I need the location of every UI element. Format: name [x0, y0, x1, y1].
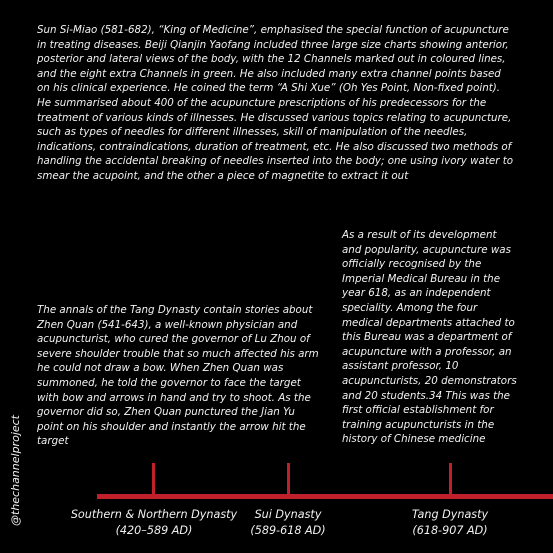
social-handle-text: @thechannelproject	[8, 414, 22, 526]
period-years: (420–589 AD)	[115, 524, 193, 537]
period-years: (589-618 AD)	[250, 524, 326, 537]
timeline-tick-tang	[449, 463, 452, 496]
imperial-bureau-paragraph: As a result of its development and popularity, acupuncture was officially recognised by the Imperial Medical Bureau in the year 618, as an independent speciality. Among the four medical departments attached to this Bureau was a department of acupuncture with a professor, an assistant professor, 10 acupuncturists, 20 demonstrators and 20 students.34 This was the first official establishment for training acupuncturists in the history of Chinese medicine	[342, 229, 517, 446]
timeline-tick-sui	[287, 463, 290, 496]
period-years: (618-907 AD)	[412, 524, 488, 537]
social-handle	[7, 399, 23, 541]
sun-si-miao-paragraph: Sun Si-Miao (581-682), “King of Medicine”, emphasised the special function of acupuncture in treating diseases. Beiji Qianjin Yaofang included three large size charts showing anterior, posterior and lateral views of the body, with the 12 Channels marked out in coloured lines, and the eight extra Channels in green. He also included many extra channel points based on his clinical experience. He coined the term “A Shi Xue” (Oh Yes Point, Non-fixed point). He summarised about 400 of the acupuncture prescriptions of his predecessors for the treatment of various kinds of illnesses. He discussed various topics relating to acupuncture, such as types of needles for different illnesses, skill of manipulation of the needles, indications, contraindications, duration of treatment, etc. He also discussed two methods of handling the accidental breaking of needles inserted into the body; one using ivory water to smear the acupoint, and the other a piece of magnetite to extract it out	[37, 24, 514, 182]
period-label-tang	[380, 507, 520, 539]
period-name: Southern & Northern Dynasty	[70, 508, 238, 521]
period-label-sui	[228, 507, 348, 539]
period-name: Sui Dynasty	[254, 508, 322, 521]
timeline-tick-southern-northern	[152, 463, 155, 496]
period-name: Tang Dynasty	[411, 508, 489, 521]
zhen-quan-paragraph: The annals of the Tang Dynasty contain stories about Zhen Quan (541-643), a well-known physician and acupuncturist, who cured the governor of Lu Zhou of severe shoulder trouble that so much affected his arm he could not draw a bow. When Zhen Quan was summoned, he told the governor to face the target with bow and arrows in hand and try to shoot. As the governor did so, Zhen Quan punctured the Jian Yu point on his shoulder and instantly the arrow hit the target	[37, 304, 319, 448]
timeline-bar	[97, 494, 553, 499]
